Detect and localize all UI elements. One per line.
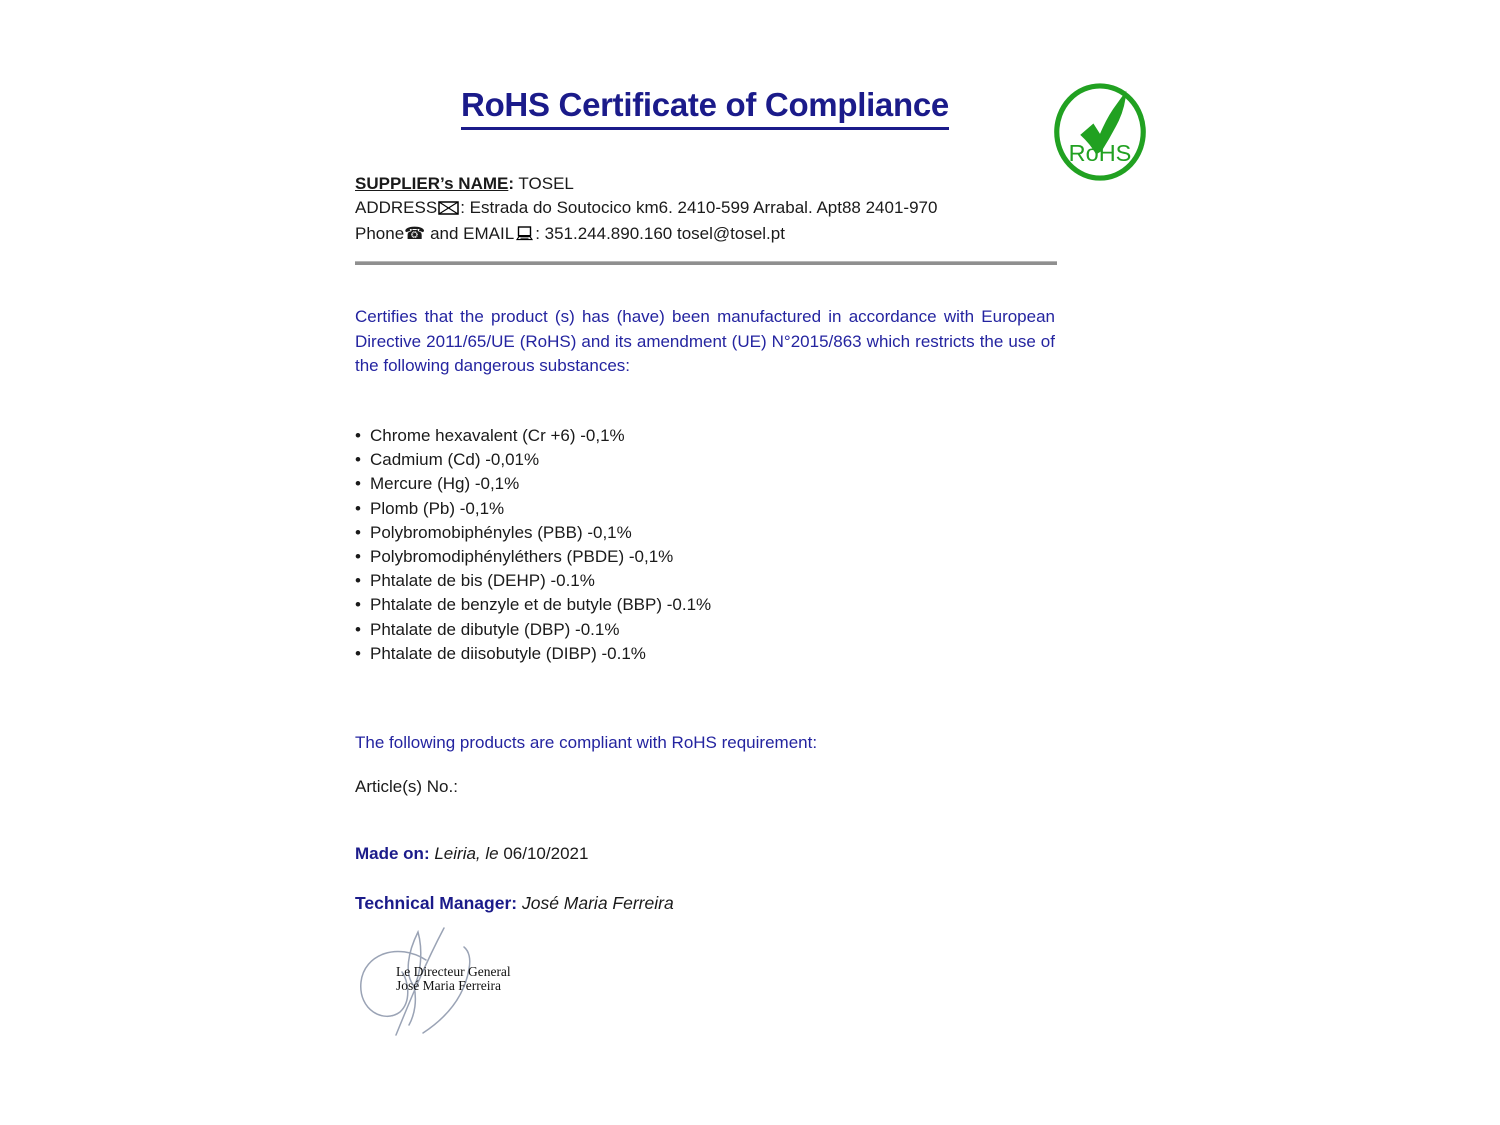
contact-value: : 351.244.890.160 tosel@tosel.pt bbox=[535, 224, 785, 243]
phone-label: Phone bbox=[355, 224, 405, 243]
substance-item: • Phtalate de dibutyle (DBP) -0.1% bbox=[355, 618, 1055, 642]
supplier-name-value: TOSEL bbox=[514, 174, 574, 193]
made-on-label: Made on: bbox=[355, 844, 430, 863]
made-on-line bbox=[355, 844, 1055, 864]
address-label: ADDRESS bbox=[355, 198, 438, 217]
page-title: RoHS Certificate of Compliance bbox=[461, 86, 949, 130]
made-on-place: Leiria, le bbox=[434, 844, 499, 863]
article-number-label: Article(s) No.: bbox=[355, 777, 458, 796]
technical-manager-label: Technical Manager: bbox=[355, 893, 518, 913]
substances-list bbox=[355, 424, 1055, 666]
supplier-contact-line bbox=[355, 222, 1075, 248]
certification-paragraph: Certifies that the product (s) has (have) been manufactured in accordance with European Directive 2011/65/UE (RoHS) and its amendment (UE) N°2015/863 which restricts the use of the following dangerous substances: bbox=[355, 307, 1055, 376]
substance-item: • Chrome hexavalent (Cr +6) -0,1% bbox=[355, 424, 1055, 448]
compliant-products-line: The following products are compliant with RoHS requirement: bbox=[355, 733, 818, 752]
logo-text: RoHS bbox=[1068, 140, 1132, 167]
supplier-address-line bbox=[355, 196, 1075, 222]
signature-line2: José Maria Ferreira bbox=[396, 978, 501, 993]
supplier-name-line bbox=[355, 172, 1075, 196]
substance-item: • Phtalate de diisobutyle (DIBP) -0.1% bbox=[355, 642, 1055, 666]
phone-icon: ☎ bbox=[404, 224, 426, 244]
and-email-label: and EMAIL bbox=[425, 224, 515, 243]
substance-item: • Plomb (Pb) -0,1% bbox=[355, 497, 1055, 521]
address-value: : Estrada do Soutocico km6. 2410-599 Arrabal. Apt88 2401-970 bbox=[460, 198, 938, 217]
computer-icon bbox=[515, 224, 534, 248]
supplier-block bbox=[355, 172, 1075, 248]
substance-item: • Phtalate de bis (DEHP) -0.1% bbox=[355, 569, 1055, 593]
substance-item: • Polybromodiphényléthers (PBDE) -0,1% bbox=[355, 545, 1055, 569]
substance-item: • Phtalate de benzyle et de butyle (BBP) -0.1% bbox=[355, 593, 1055, 617]
substance-item: • Cadmium (Cd) -0,01% bbox=[355, 448, 1055, 472]
technical-manager-line bbox=[355, 893, 1055, 914]
supplier-name-colon: : bbox=[508, 174, 515, 193]
supplier-name-label: SUPPLIER’s NAME bbox=[355, 174, 509, 193]
rohs-logo-icon bbox=[1053, 82, 1147, 182]
technical-manager-name: José Maria Ferreira bbox=[521, 893, 674, 913]
envelope-icon bbox=[438, 198, 459, 222]
rohs-logo bbox=[1053, 82, 1147, 182]
signature-line1: Le Directeur General bbox=[396, 964, 511, 979]
signature-text bbox=[396, 965, 576, 993]
made-on-date: 06/10/2021 bbox=[503, 844, 589, 863]
divider-line bbox=[355, 261, 1057, 265]
title-wrap bbox=[355, 86, 1055, 130]
substance-item: • Polybromobiphényles (PBB) -0,1% bbox=[355, 521, 1055, 545]
substance-item: • Mercure (Hg) -0,1% bbox=[355, 472, 1055, 496]
